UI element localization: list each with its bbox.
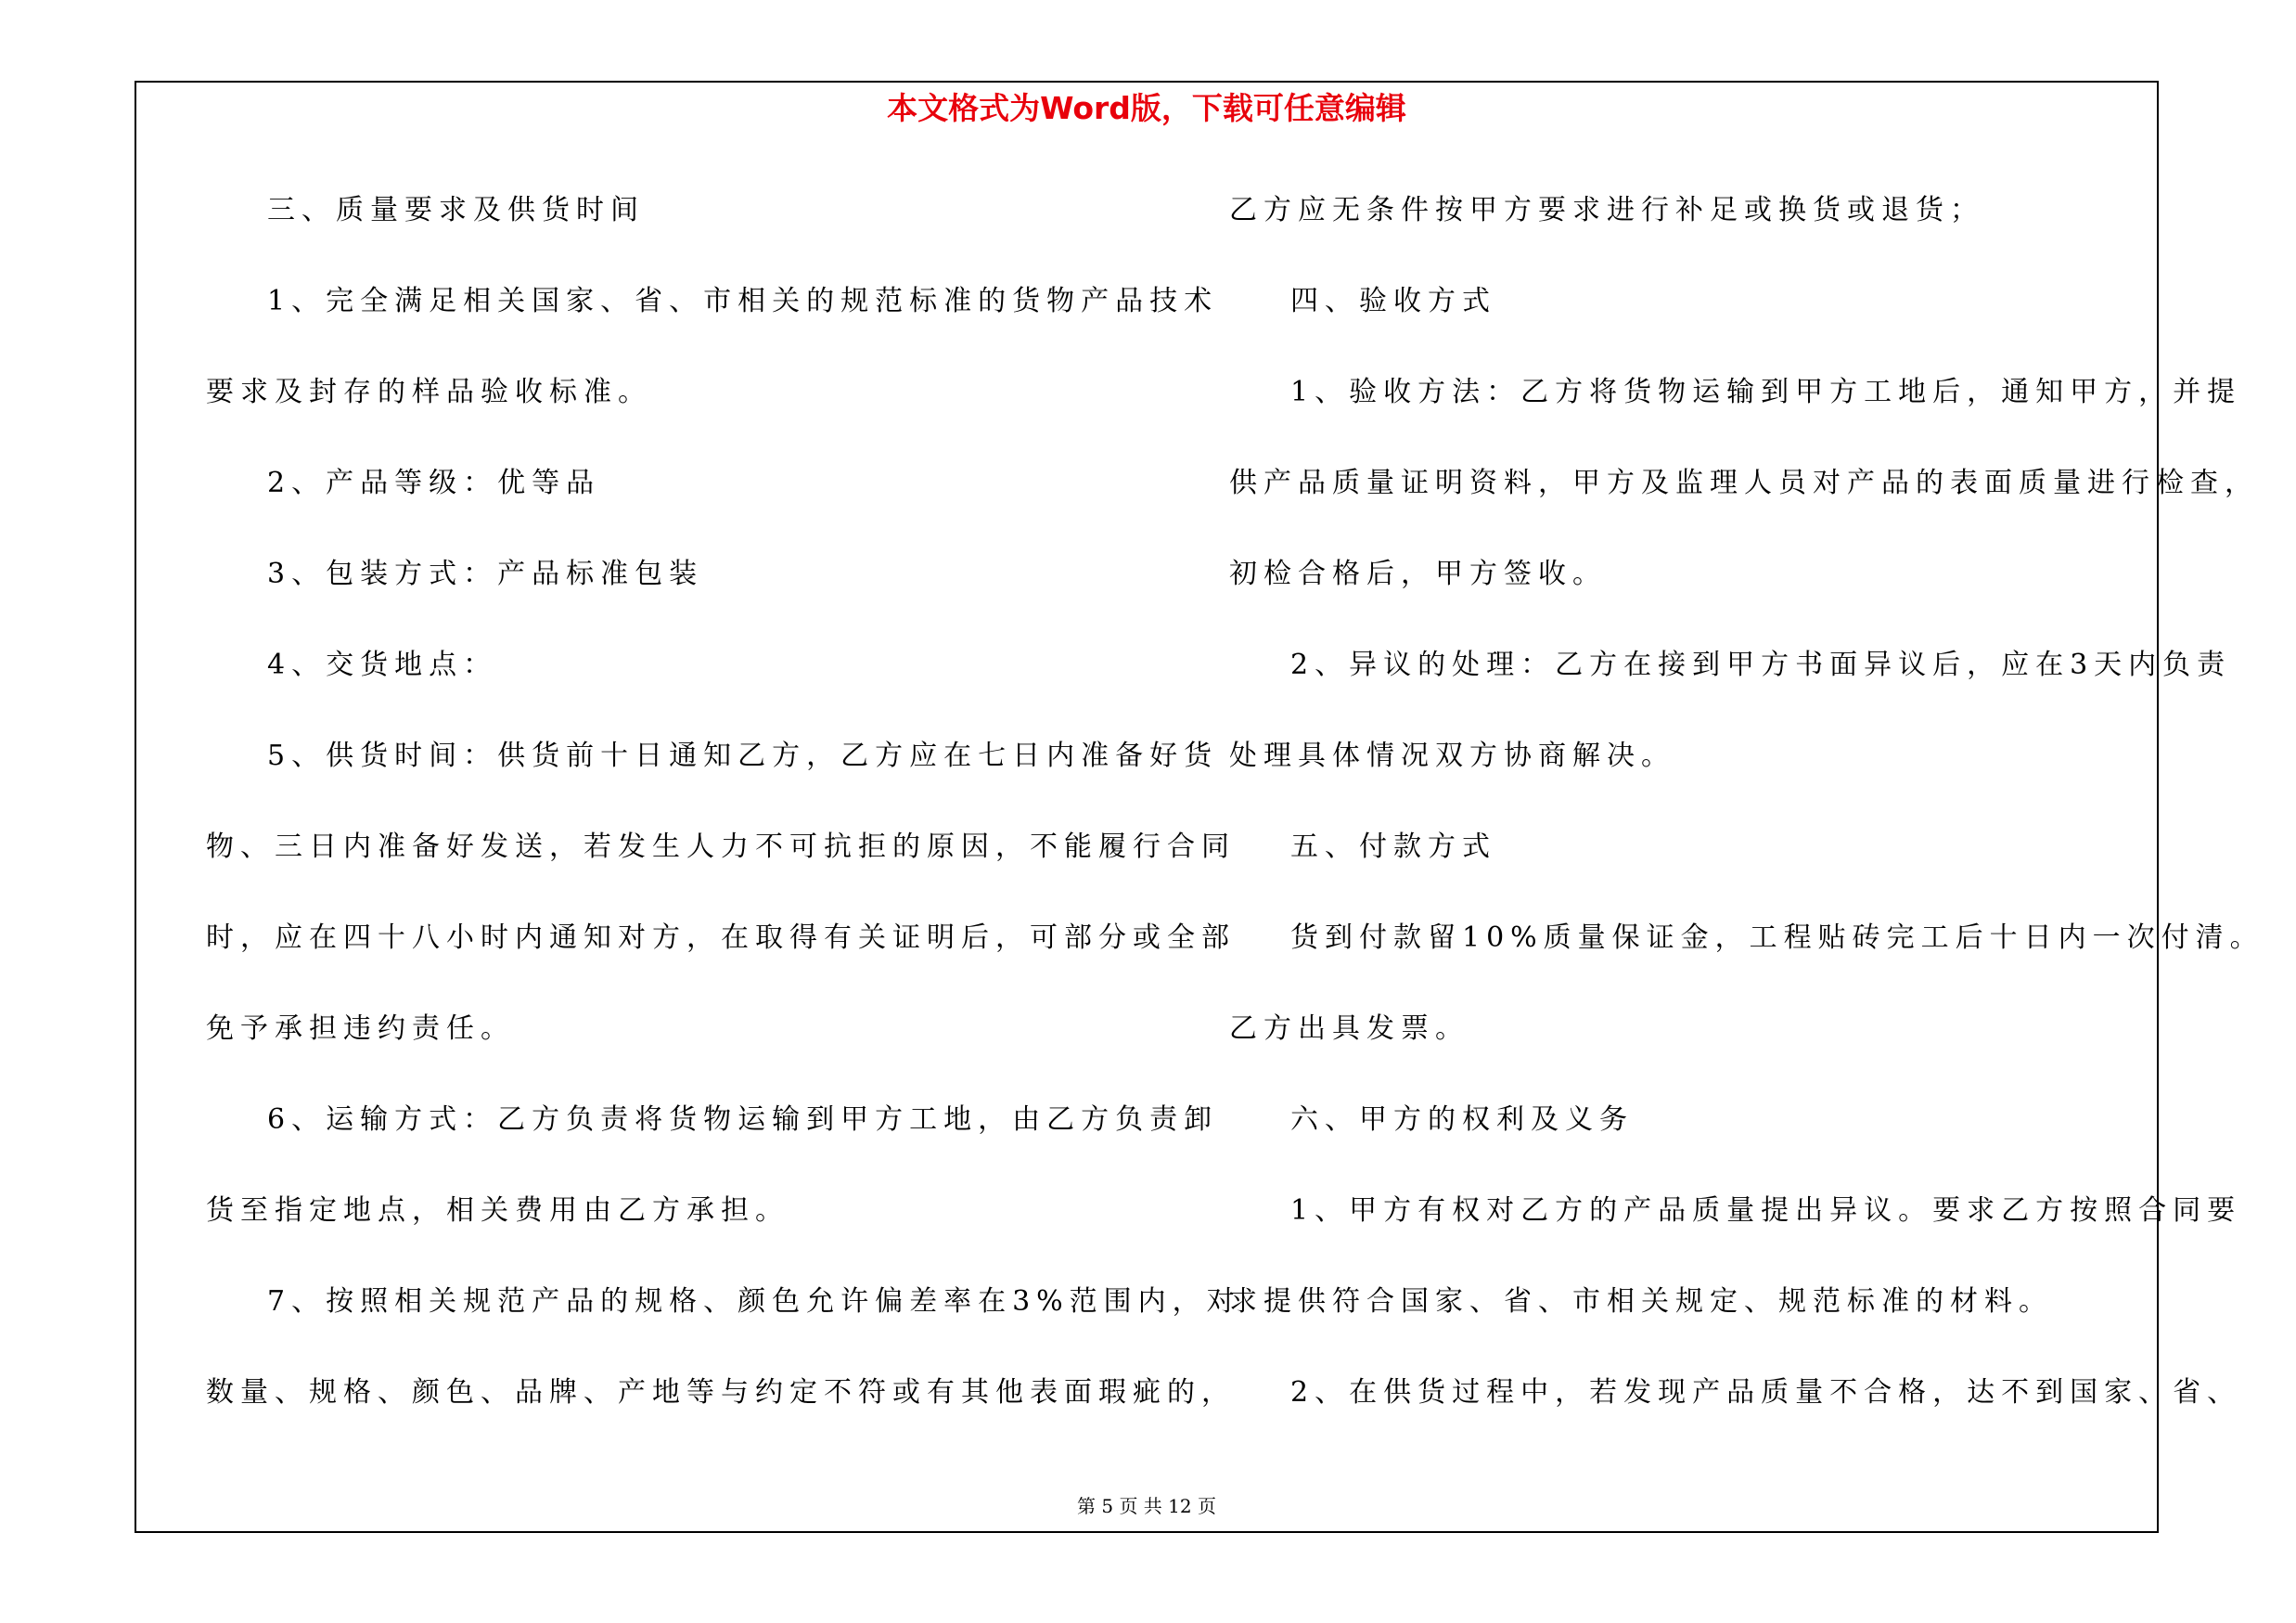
paragraph-line: 4、交货地点：: [267, 649, 498, 681]
paragraph-line: 1、完全满足相关国家、省、市相关的规范标准的货物产品技术: [267, 285, 1219, 317]
paragraph-line: 2、在供货过程中，若发现产品质量不合格，达不到国家、省、: [1290, 1376, 2242, 1409]
paragraph-line: 乙方应无条件按甲方要求进行补足或换货或退货；: [1229, 194, 1984, 226]
paragraph-line: 物、三日内准备好发送，若发生人力不可抗拒的原因，不能履行合同: [206, 831, 1236, 863]
paragraph-line: 1、甲方有权对乙方的产品质量提出异议。要求乙方按照合同要: [1290, 1194, 2242, 1227]
paragraph-line: 6、运输方式：乙方负责将货物运输到甲方工地，由乙方负责卸: [267, 1103, 1219, 1136]
right-text-column: [1229, 181, 2264, 1454]
paragraph-line: 货至指定地点，相关费用由乙方承担。: [206, 1194, 789, 1227]
paragraph-line: 3、包装方式：产品标准包装: [267, 558, 704, 590]
paragraph-line: 7、按照相关规范产品的规格、颜色允许偏差率在3%范围内，对: [267, 1285, 1241, 1318]
paragraph-line: 5、供货时间：供货前十日通知乙方，乙方应在七日内准备好货: [267, 740, 1219, 772]
paragraph-line: 乙方出具发票。: [1229, 1012, 1469, 1045]
paragraph-line: 处理具体情况双方协商解决。: [1229, 740, 1675, 772]
paragraph-line: 2、产品等级：优等品: [267, 467, 601, 499]
paragraph-line: 数量、规格、颜色、品牌、产地等与约定不符或有其他表面瑕疵的，: [206, 1376, 1236, 1409]
paragraph-line: 免予承担违约责任。: [206, 1012, 515, 1045]
paragraph-line: 三、质量要求及供货时间: [267, 194, 645, 226]
paragraph-line: 要求及封存的样品验收标准。: [206, 376, 652, 408]
paragraph-line: 供产品质量证明资料，甲方及监理人员对产品的表面质量进行检查，: [1229, 467, 2259, 499]
paragraph-line: 1、验收方法：乙方将货物运输到甲方工地后，通知甲方，并提: [1290, 376, 2242, 408]
left-text-column: [206, 181, 1241, 1454]
paragraph-line: 求提供符合国家、省、市相关规定、规范标准的材料。: [1229, 1285, 2053, 1318]
format-notice-banner: 本文格式为Word版，下载可任意编辑: [887, 90, 1406, 126]
paragraph-line: 五、付款方式: [1290, 831, 1496, 863]
paragraph-line: 四、验收方式: [1290, 285, 1496, 317]
paragraph-line: 六、甲方的权利及义务: [1290, 1103, 1634, 1136]
paragraph-line: 时，应在四十八小时内通知对方，在取得有关证明后，可部分或全部: [206, 921, 1236, 954]
page-number-footer: 第 5 页 共 12 页: [1077, 1495, 1216, 1517]
paragraph-line: 货到付款留10%质量保证金，工程贴砖完工后十日内一次付清。: [1290, 921, 2264, 954]
paragraph-line: 初检合格后，甲方签收。: [1229, 558, 1607, 590]
paragraph-line: 2、异议的处理：乙方在接到甲方书面异议后，应在3天内负责: [1290, 649, 2232, 681]
